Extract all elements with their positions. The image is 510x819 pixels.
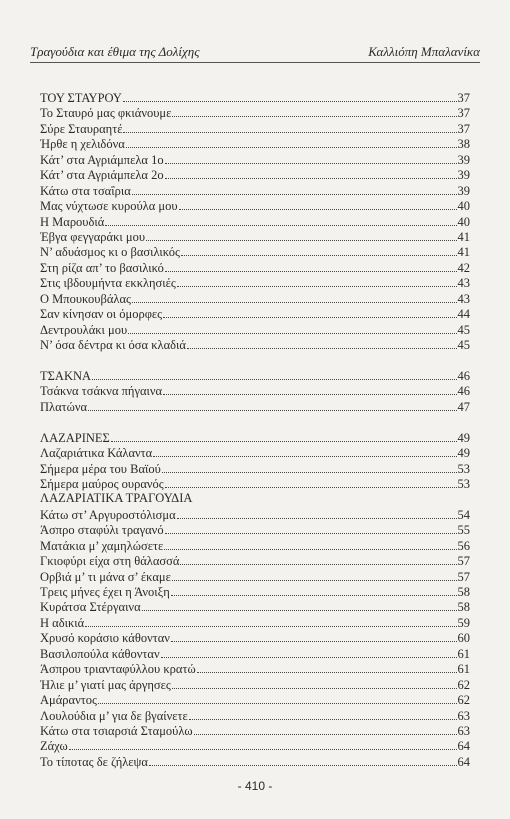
- toc-entry-title: Χρυσό κοράσιο κάθονταν: [40, 631, 170, 646]
- toc-entry: [40, 661, 470, 676]
- toc-entry-title: Άσπρο σταφύλι τραγανό: [40, 523, 164, 538]
- running-header: [30, 42, 480, 63]
- toc-entry-title: Κάτ’ στα Αγριάμπελα 2ο: [40, 168, 164, 183]
- toc-entry-page: 64: [457, 754, 470, 769]
- toc-entry-page: 46: [457, 384, 470, 399]
- toc-entry: [40, 105, 470, 120]
- dot-leader: [163, 306, 456, 318]
- toc-entry-title: Κυράτσα Στέργαινα: [40, 600, 141, 615]
- toc-entry-page: 39: [457, 183, 470, 198]
- toc-entry: [40, 538, 470, 553]
- toc-entry-title: Σύρε Σταυραητέ: [40, 121, 123, 136]
- toc-entry-page: 58: [457, 585, 470, 599]
- toc-entry: [40, 569, 470, 584]
- toc-entry: [40, 136, 470, 151]
- toc-entry-title: Λαζαριάτικα Κάλαντα: [40, 446, 153, 461]
- dot-leader: [165, 152, 457, 164]
- toc-entry-title: Λουλούδια μ’ για δε βγαίνετε: [40, 708, 188, 723]
- toc-entry: [40, 522, 470, 537]
- dot-leader: [180, 553, 456, 565]
- dot-leader: [126, 136, 457, 148]
- toc-entry-page: 56: [457, 538, 470, 553]
- dot-leader: [189, 708, 457, 720]
- dot-leader: [146, 229, 456, 241]
- dot-leader: [171, 630, 457, 642]
- header-book-title: Τραγούδια και έθιμα της Δολίχης: [30, 44, 200, 59]
- header-author: Καλλιόπη Μπαλανίκα: [368, 44, 480, 59]
- toc-entry: [40, 461, 470, 476]
- toc-entry-title: Σαν κίνησαν οι όμορφες: [40, 307, 163, 322]
- toc-entry: [40, 708, 470, 723]
- toc-entry-page: 43: [457, 276, 470, 291]
- toc-entry: [40, 167, 470, 182]
- toc-entry-page: 39: [457, 168, 470, 183]
- dot-leader: [142, 599, 457, 611]
- toc-entry-page: 44: [457, 307, 470, 322]
- toc-entry: [40, 183, 470, 198]
- toc-entry: [40, 368, 470, 383]
- dot-leader: [128, 322, 456, 334]
- toc-entry: [40, 260, 470, 275]
- toc-entry-title: ΛΑΖΑΡΙΝΕΣ: [40, 430, 110, 445]
- page-number: - 410 -: [237, 779, 273, 793]
- toc-entry-page: 39: [457, 152, 470, 167]
- toc-entry-title: Ήλιε μ’ γιατί μας άργησες: [40, 677, 171, 692]
- toc-entry-title: Ζάχω: [40, 739, 68, 754]
- toc-entry-title: Σήμερα μέρα του Βαϊού: [40, 461, 161, 476]
- dot-leader: [181, 244, 457, 256]
- toc-entry-page: 55: [457, 523, 470, 538]
- table-of-contents: [40, 90, 470, 769]
- toc-entry: [40, 491, 470, 506]
- toc-entry-page: 64: [457, 739, 470, 754]
- toc-entry-page: 40: [457, 214, 470, 229]
- toc-entry: [40, 214, 470, 229]
- toc-entry: [40, 445, 470, 460]
- dot-leader: [171, 584, 457, 596]
- toc-entry-page: 41: [457, 229, 470, 244]
- dot-leader: [92, 368, 456, 380]
- toc-entry-title: Τρεις μήνες έχει η Άνοιξη: [40, 585, 170, 599]
- toc-entry: [40, 754, 470, 769]
- dot-leader: [98, 692, 457, 704]
- dot-leader: [194, 723, 457, 735]
- dot-leader: [179, 198, 457, 210]
- dot-leader: [123, 121, 456, 133]
- toc-entry-page: 47: [457, 399, 470, 414]
- section-gap: [40, 352, 470, 367]
- toc-entry-title: ΤΣΑΚΝΑ: [40, 368, 92, 383]
- toc-entry: [40, 584, 470, 599]
- toc-entry-page: 62: [457, 677, 470, 692]
- toc-entry: [40, 198, 470, 213]
- toc-entry: [40, 507, 470, 522]
- toc-entry-title: Κάτω στα τσιαρσιά Σταμούλω: [40, 723, 193, 738]
- toc-entry: [40, 553, 470, 568]
- toc-entry-title: Βασιλοπούλα κάθονταν: [40, 646, 160, 661]
- dot-leader: [165, 260, 457, 272]
- toc-entry-page: 57: [457, 554, 470, 569]
- toc-entry-page: 63: [457, 723, 470, 738]
- toc-entry-title: Άσπρου τριανταφύλλου κρατώ: [40, 662, 196, 677]
- dot-leader: [165, 522, 457, 534]
- toc-entry-page: 59: [457, 615, 470, 630]
- toc-entry-page: 38: [457, 137, 470, 152]
- toc-entry-page: 43: [457, 291, 470, 306]
- toc-entry: [40, 723, 470, 738]
- toc-entry-title: Στις ιβδουμήντα εκκλησιές: [40, 276, 176, 291]
- toc-entry-page: 49: [457, 446, 470, 461]
- toc-entry: [40, 430, 470, 445]
- toc-entry-page: 37: [457, 121, 470, 136]
- toc-entry-page: 54: [457, 507, 470, 522]
- toc-entry: [40, 121, 470, 136]
- toc-entry-page: 41: [457, 245, 470, 260]
- toc-entry-title: Ορβιά μ’ τι μάνα σ’ έκαμε: [40, 569, 171, 584]
- dot-leader: [132, 291, 457, 303]
- toc-entry-page: 37: [457, 91, 470, 105]
- toc-entry-title: Μας νύχτωσε κυρούλα μου: [40, 199, 178, 214]
- dot-leader: [123, 90, 457, 102]
- dot-leader: [88, 399, 456, 411]
- toc-entry: [40, 615, 470, 630]
- toc-entry-page: 53: [457, 461, 470, 476]
- toc-entry: [40, 306, 470, 321]
- toc-entry: [40, 229, 470, 244]
- dot-leader: [149, 754, 457, 766]
- toc-entry-title: Έβγα φεγγαράκι μου: [40, 229, 146, 244]
- toc-entry-page: 57: [457, 569, 470, 584]
- toc-entry-page: 63: [457, 708, 470, 723]
- toc-entry-title: Ήρθε η χελιδόνα: [40, 137, 125, 152]
- toc-entry: [40, 599, 470, 614]
- toc-entry: [40, 275, 470, 290]
- toc-entry: [40, 476, 470, 491]
- dot-leader: [163, 383, 456, 395]
- toc-entry-page: 37: [457, 106, 470, 121]
- toc-entry-page: 58: [457, 600, 470, 615]
- dot-leader: [85, 615, 456, 627]
- toc-entry-title: Στη ρίζα απ’ το βασιλικό: [40, 260, 164, 275]
- toc-entry: [40, 244, 470, 259]
- dot-leader: [69, 738, 457, 750]
- toc-entry-title: Γκιοφύρι είχα στη θάλασσά: [40, 554, 180, 569]
- dot-leader: [197, 661, 457, 673]
- toc-entry-title: Ν’ αδυάσμος κι ο βασιλικός: [40, 245, 180, 260]
- toc-entry-page: 61: [457, 646, 470, 661]
- toc-entry-title: Κάτω στ’ Αργυροστόλισμα: [40, 507, 176, 522]
- dot-leader: [162, 461, 457, 473]
- dot-leader: [172, 569, 457, 581]
- toc-entry-title: Το τίποτας δε ζήλεψα: [40, 754, 148, 769]
- toc-entry-page: 45: [457, 322, 470, 337]
- toc-entry: [40, 322, 470, 337]
- toc-entry: [40, 692, 470, 707]
- dot-leader: [111, 430, 457, 442]
- toc-entry-title: Πλατώνα: [40, 399, 88, 414]
- toc-entry-page: 46: [457, 368, 470, 383]
- dot-leader: [105, 214, 456, 226]
- dot-leader: [164, 538, 456, 550]
- toc-entry-title: Τσάκνα τσάκνα πήγαινα: [40, 384, 163, 399]
- toc-entry-title: Ο Μπουκουβάλας: [40, 291, 131, 306]
- dot-leader: [172, 677, 457, 689]
- toc-entry-page: 40: [457, 199, 470, 214]
- toc-entry-title: Κάτ’ στα Αγριάμπελα 1ο: [40, 152, 164, 167]
- dot-leader: [161, 646, 457, 658]
- dot-leader: [153, 445, 456, 457]
- toc-entry: [40, 291, 470, 306]
- toc-entry-title: ΤΟΥ ΣΤΑΥΡΟΥ: [40, 91, 122, 105]
- toc-entry-title: Σήμερα μαύρος ουρανός: [40, 476, 164, 491]
- dot-leader: [132, 183, 457, 195]
- toc-entry: [40, 399, 470, 414]
- toc-entry-page: 42: [457, 260, 470, 275]
- toc-entry-title: Δεντρουλάκι μου: [40, 322, 128, 337]
- toc-entry-page: 62: [457, 693, 470, 708]
- dot-leader: [172, 105, 456, 117]
- toc-entry: [40, 90, 470, 105]
- toc-entry-title: ΛΑΖΑΡΙΑΤΙΚΑ ΤΡΑΓΟΥΔΙΑ: [40, 491, 193, 506]
- dot-leader: [187, 337, 457, 349]
- toc-entry-title: Ματάκια μ’ χαμηλώσετε: [40, 538, 164, 553]
- toc-entry-page: 49: [457, 430, 470, 445]
- dot-leader: [177, 507, 457, 519]
- toc-entry: [40, 677, 470, 692]
- dot-leader: [177, 275, 457, 287]
- toc-entry-page: 61: [457, 662, 470, 677]
- dot-leader: [165, 167, 457, 179]
- toc-entry-title: Αμάραντος: [40, 693, 97, 708]
- toc-entry-title: Η αδικιά: [40, 615, 85, 630]
- toc-entry-page: 45: [457, 338, 470, 352]
- toc-entry-title: Το Σταυρό μας φκιάνουμε: [40, 106, 172, 121]
- toc-entry-page: 60: [457, 631, 470, 646]
- toc-entry-title: Η Μαρουδιά: [40, 214, 105, 229]
- toc-entry-title: Ν’ όσα δέντρα κι όσα κλαδιά: [40, 338, 186, 352]
- toc-entry: [40, 152, 470, 167]
- toc-entry: [40, 738, 470, 753]
- toc-entry: [40, 383, 470, 398]
- section-gap: [40, 414, 470, 429]
- toc-entry-page: 53: [457, 476, 470, 491]
- toc-entry-title: Κάτω στα τσαΐρια: [40, 183, 131, 198]
- toc-entry: [40, 646, 470, 661]
- dot-leader: [165, 476, 457, 488]
- toc-entry: [40, 630, 470, 645]
- toc-entry: [40, 337, 470, 352]
